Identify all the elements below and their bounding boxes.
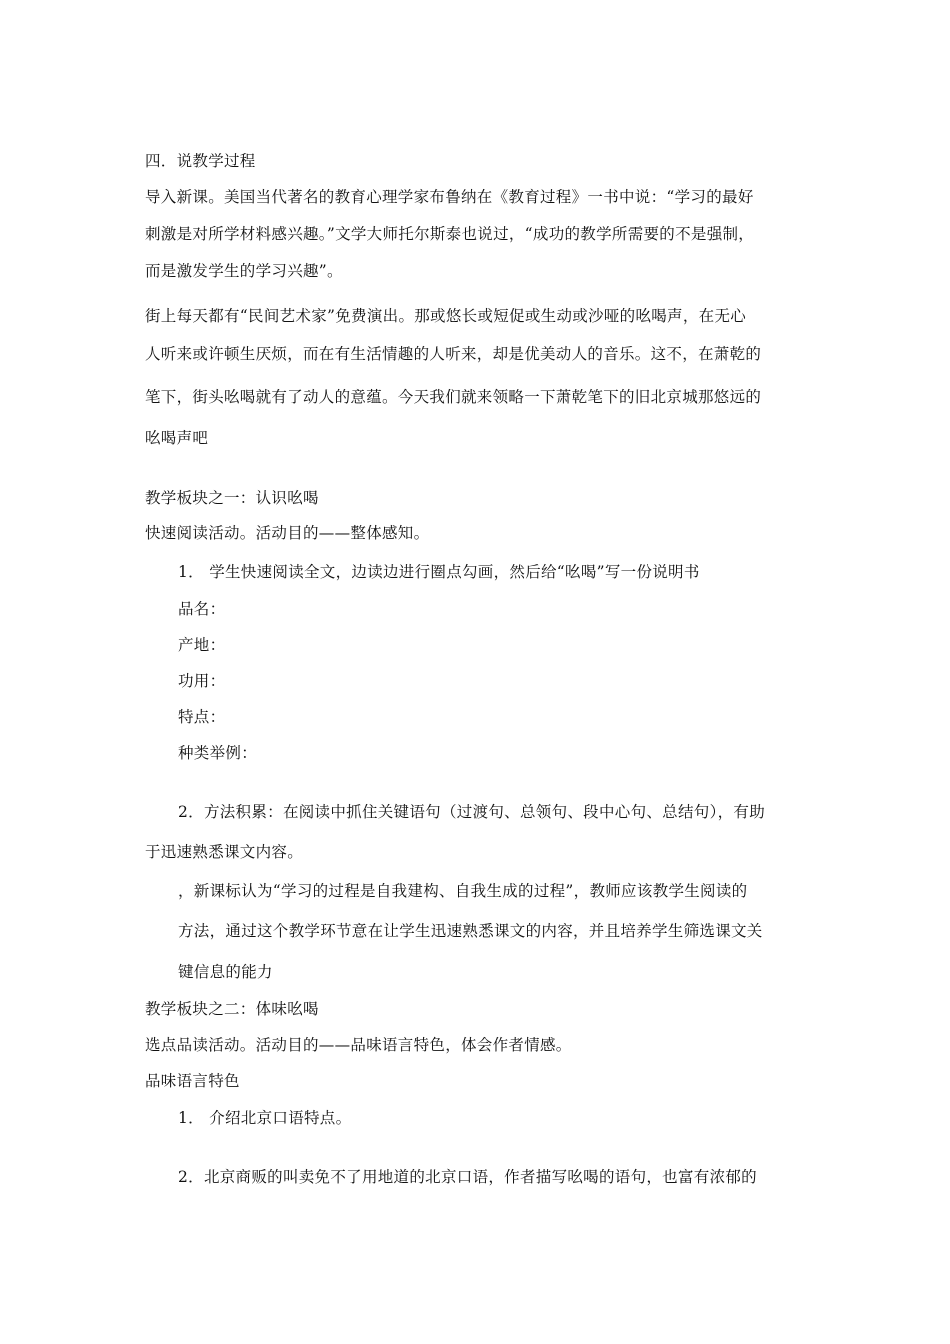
paragraph-line: 于迅速熟悉课文内容。: [145, 843, 304, 861]
numbered-item: 1． 学生快速阅读全文，边读边进行圈点勾画，然后给“吆喝”写一份说明书: [178, 563, 700, 581]
form-label: 种类举例：: [178, 744, 258, 762]
paragraph-line: 笔下，街头吆喝就有了动人的意蕴。今天我们就来领略一下萧乾笔下的旧北京城那悠远的: [145, 388, 762, 406]
paragraph-line: 选点品读活动。活动目的——品味语言特色，体会作者情感。: [145, 1036, 572, 1054]
section-heading: 四．说教学过程: [145, 152, 256, 170]
paragraph-line: 而是激发学生的学习兴趣”。: [145, 262, 343, 280]
numbered-item: 1． 介绍北京口语特点。: [178, 1109, 352, 1127]
form-label: 产地：: [178, 636, 226, 654]
block-heading: 教学板块之二：体味吆喝: [145, 1000, 319, 1018]
paragraph-line: 快速阅读活动。活动目的——整体感知。: [145, 524, 430, 542]
paragraph-line: ，新课标认为“学习的过程是自我建构、自我生成的过程”，教师应该教学生阅读的: [178, 882, 748, 900]
numbered-item: 2．方法积累：在阅读中抓住关键语句（过渡句、总领句、段中心句、总结句），有助: [178, 803, 766, 821]
block-heading: 教学板块之一：认识吆喝: [145, 489, 319, 507]
paragraph-line: 键信息的能力: [178, 963, 273, 981]
form-label: 品名：: [178, 600, 226, 618]
paragraph-line: 刺激是对所学材料感兴趣。”文学大师托尔斯泰也说过，“成功的教学所需要的不是强制，: [145, 225, 755, 243]
form-label: 特点：: [178, 708, 226, 726]
paragraph-line: 街上每天都有“民间艺术家”免费演出。那或悠长或短促或生动或沙哑的吆喝声，在无心: [145, 307, 747, 325]
paragraph-line: 方法，通过这个教学环节意在让学生迅速熟悉课文的内容，并且培养学生筛选课文关: [178, 922, 763, 940]
paragraph-line: 人听来或许顿生厌烦，而在有生活情趣的人听来，却是优美动人的音乐。这不，在萧乾的: [145, 345, 762, 363]
numbered-item: 2．北京商贩的叫卖免不了用地道的北京口语，作者描写吆喝的语句，也富有浓郁的: [178, 1168, 757, 1186]
paragraph-line: 导入新课。美国当代著名的教育心理学家布鲁纳在《教育过程》一书中说：“学习的最好: [145, 188, 754, 206]
form-label: 功用：: [178, 672, 226, 690]
paragraph-line: 吆喝声吧: [145, 429, 209, 447]
paragraph-line: 品味语言特色: [145, 1072, 240, 1090]
